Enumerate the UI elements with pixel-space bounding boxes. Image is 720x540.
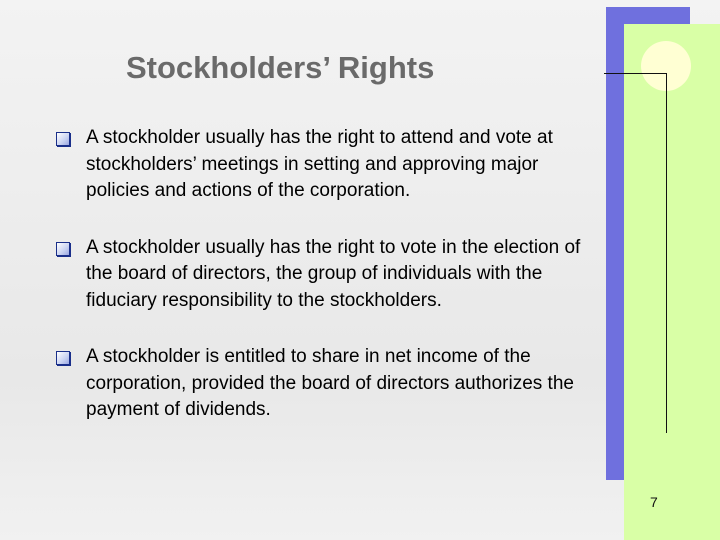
checkbox-square-icon bbox=[56, 351, 70, 365]
bullet-list bbox=[55, 125, 585, 454]
bullet-text: A stockholder usually has the right to vote in the election of the board of directors, the group of individuals with the fiduciary responsibility to the stockholders. bbox=[86, 236, 581, 311]
checkbox-square-icon bbox=[56, 242, 70, 256]
bullet-item bbox=[55, 125, 585, 205]
decorative-line-horizontal bbox=[604, 73, 667, 74]
decorative-green-panel bbox=[624, 24, 720, 540]
checkbox-square-icon bbox=[56, 132, 70, 146]
bullet-text: A stockholder usually has the right to attend and vote at stockholders’ meetings in setting and approving major policies and actions of the corporation. bbox=[86, 127, 553, 201]
decorative-line-vertical bbox=[666, 73, 667, 433]
bullet-item bbox=[55, 344, 585, 424]
page-number: 7 bbox=[650, 494, 658, 510]
bullet-text: A stockholder is entitled to share in net income of the corporation, provided the board of directors authorizes the payment of dividends. bbox=[86, 346, 574, 420]
bullet-item bbox=[55, 235, 585, 315]
slide-title: Stockholders’ Rights bbox=[126, 50, 435, 85]
